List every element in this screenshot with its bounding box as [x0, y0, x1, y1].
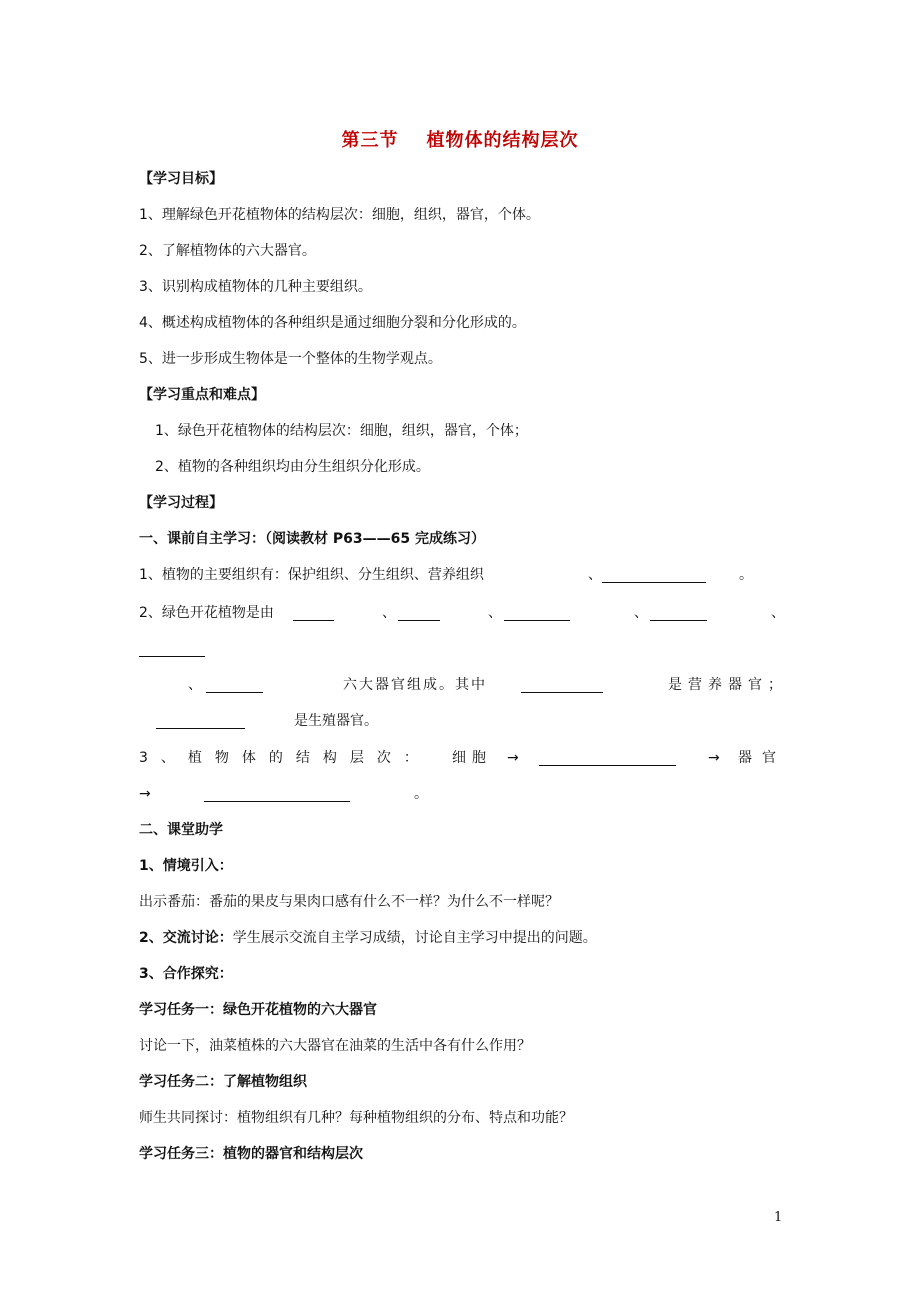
fill-blank[interactable] — [139, 642, 205, 657]
fill-blank[interactable] — [602, 568, 706, 583]
key-point-item: 1、绿色开花植物体的结构层次：细胞，组织，器官，个体； — [155, 423, 528, 439]
fill-blank[interactable] — [650, 606, 707, 621]
question-1-separator: 、 — [588, 567, 602, 583]
task-2-heading: 学习任务二：了解植物组织 — [139, 1074, 307, 1090]
discuss-line — [139, 929, 597, 947]
question-2-separator: 、 — [771, 605, 785, 621]
fill-blank[interactable] — [521, 678, 603, 693]
discuss-text: 学生展示交流自主学习成绩，讨论自主学习中提出的问题。 — [232, 930, 597, 946]
question-2-separator: 、 — [382, 605, 396, 621]
question-3-cell: 细胞 — [452, 750, 492, 766]
arrow-icon: → — [139, 786, 151, 802]
objective-item: 1、理解绿色开花植物体的结构层次：细胞，组织，器官，个体。 — [139, 207, 540, 223]
question-3-end: 。 — [414, 786, 428, 802]
fill-blank[interactable] — [504, 606, 570, 621]
page-number: 1 — [774, 1210, 783, 1225]
fill-blank[interactable] — [293, 606, 334, 621]
fill-blank[interactable] — [539, 751, 676, 766]
fill-blank[interactable] — [156, 714, 245, 729]
task-3-heading: 学习任务三：植物的器官和结构层次 — [139, 1146, 363, 1162]
question-1-end: 。 — [739, 567, 753, 583]
objective-item: 4、概述构成植物体的各种组织是通过细胞分裂和分化形成的。 — [139, 315, 526, 331]
question-2-vegetative: 是营养器官； — [668, 677, 788, 693]
question-3: 3、植物体的结构层次： — [139, 750, 431, 766]
intro-text: 出示番茄：番茄的果皮与果肉口感有什么不一样？为什么不一样呢？ — [139, 894, 559, 910]
task-1-text: 讨论一下，油菜植株的六大器官在油菜的生活中各有什么作用？ — [139, 1038, 531, 1054]
key-point-item: 2、植物的各种组织均由分生组织分化形成。 — [155, 459, 430, 475]
process-heading: 【学习过程】 — [139, 495, 223, 511]
question-1: 1、植物的主要组织有：保护组织、分生组织、营养组织 — [139, 567, 484, 583]
section-title: 植物体的结构层次 — [426, 130, 579, 151]
page-title — [0, 126, 920, 152]
intro-heading: 1、情境引入： — [139, 858, 233, 874]
fill-blank[interactable] — [206, 678, 263, 693]
question-3-organ: 器官 — [738, 750, 786, 766]
question-2-mid: 六大器官组成。其中 — [343, 677, 487, 693]
section-number: 第三节 — [341, 130, 399, 151]
question-2-separator: 、 — [188, 677, 202, 693]
task-1-heading: 学习任务一：绿色开花植物的六大器官 — [139, 1002, 377, 1018]
objectives-heading: 【学习目标】 — [139, 171, 223, 187]
arrow-icon: → — [708, 750, 720, 766]
objective-item: 3、识别构成植物体的几种主要组织。 — [139, 279, 372, 295]
coop-heading: 3、合作探究： — [139, 966, 233, 982]
fill-blank[interactable] — [204, 787, 350, 802]
objective-item: 2、了解植物体的六大器官。 — [139, 243, 316, 259]
arrow-icon: → — [507, 750, 519, 766]
objective-item: 5、进一步形成生物体是一个整体的生物学观点。 — [139, 351, 442, 367]
question-2: 2、绿色开花植物是由 — [139, 605, 274, 621]
classroom-heading: 二、课堂助学 — [139, 822, 223, 838]
key-points-heading: 【学习重点和难点】 — [139, 387, 265, 403]
fill-blank[interactable] — [398, 606, 440, 621]
discuss-heading: 2、交流讨论： — [139, 930, 233, 946]
self-study-heading: 一、课前自主学习：（阅读教材 P63——65 完成练习） — [139, 531, 485, 547]
question-2-separator: 、 — [634, 605, 648, 621]
task-2-text: 师生共同探讨：植物组织有几种？每种植物组织的分布、特点和功能？ — [139, 1110, 573, 1126]
question-2-reproductive: 是生殖器官。 — [294, 713, 378, 729]
question-2-separator: 、 — [488, 605, 502, 621]
